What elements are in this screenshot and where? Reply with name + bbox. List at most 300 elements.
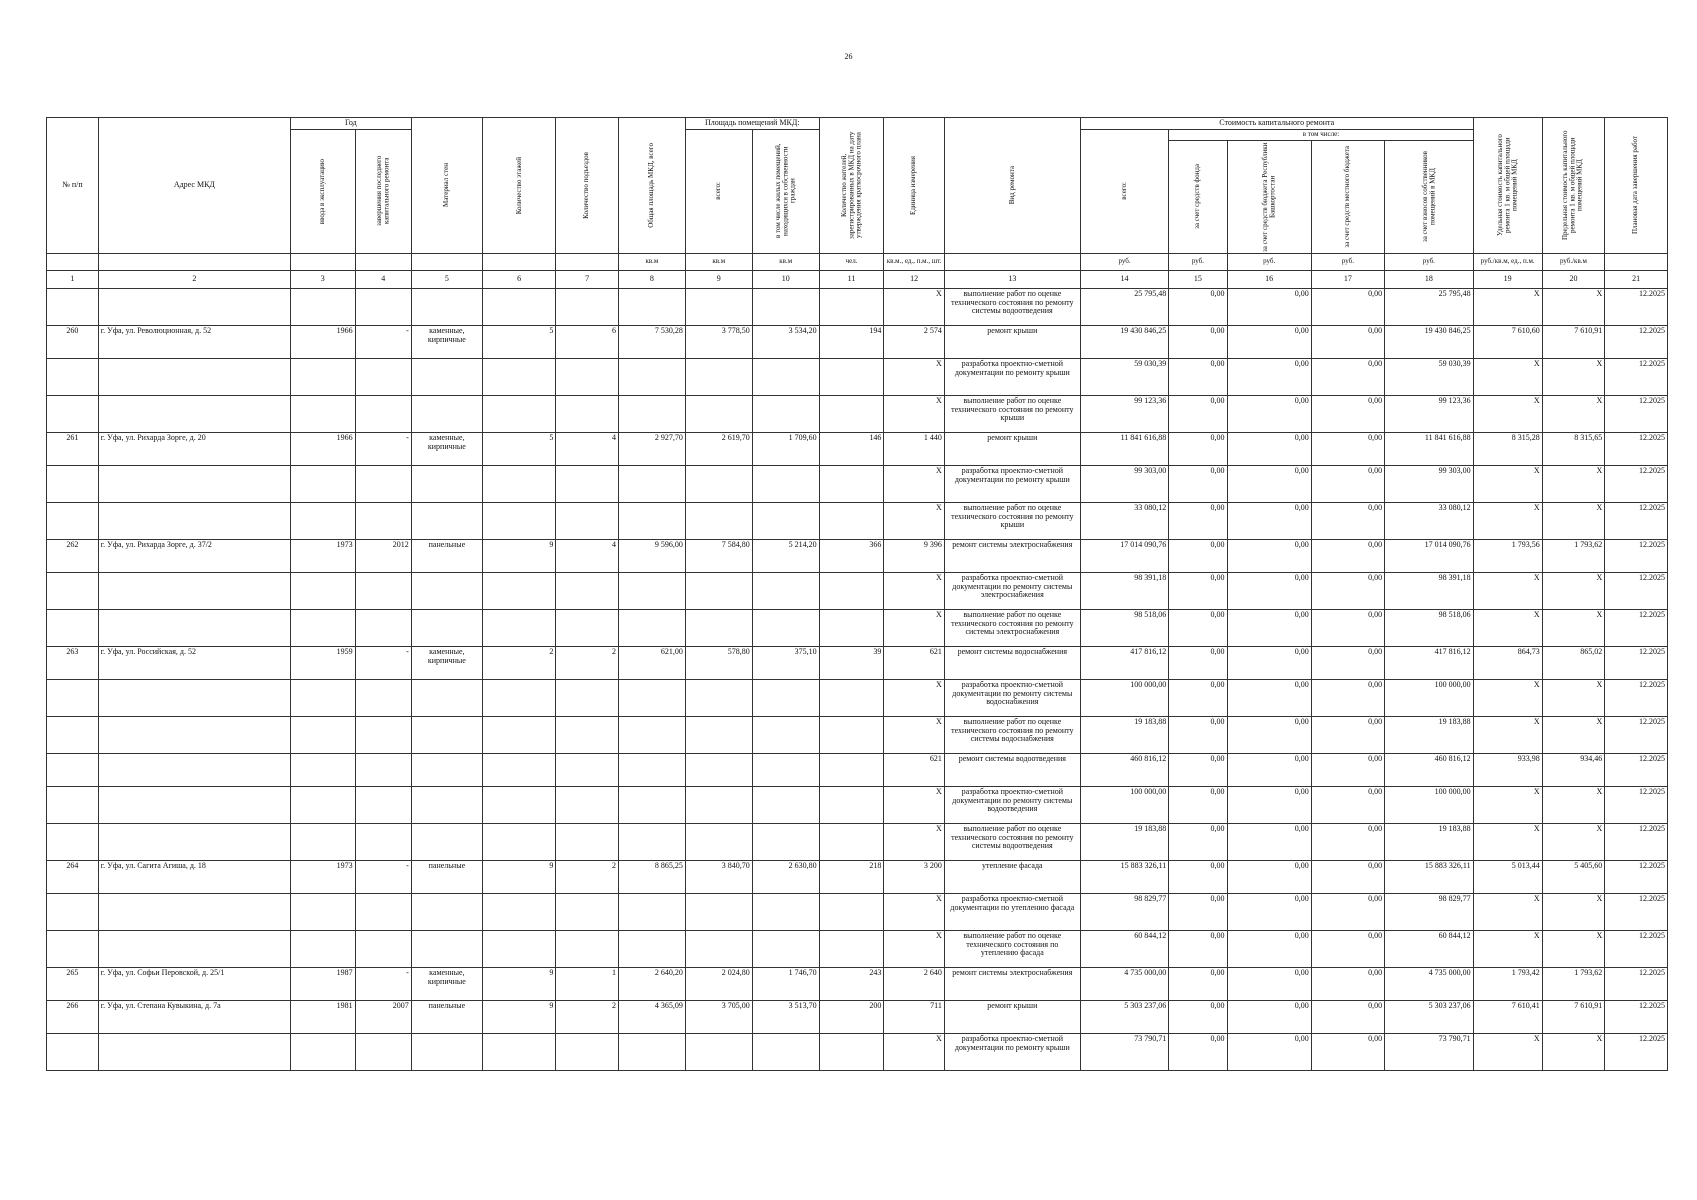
table-cell-c19: 8 315,28 bbox=[1473, 432, 1542, 465]
table-cell-c7 bbox=[556, 395, 619, 432]
table-cell-c21: 12.2025 bbox=[1605, 502, 1668, 539]
table-cell-c12: 1 440 bbox=[884, 432, 944, 465]
table-cell-c15: 0,00 bbox=[1169, 1033, 1227, 1070]
table-cell-c20: X bbox=[1542, 572, 1605, 609]
table-cell-c4 bbox=[355, 358, 411, 395]
table-cell-c8 bbox=[618, 358, 685, 395]
table-cell-c18: 417 816,12 bbox=[1385, 646, 1474, 679]
table-row bbox=[47, 1000, 1668, 1033]
table-cell-c21: 12.2025 bbox=[1605, 432, 1668, 465]
table-cell-c13: разработка проектно-сметной документации по утеплению фасада bbox=[944, 893, 1080, 930]
table-cell-c4 bbox=[355, 465, 411, 502]
table-cell-c17: 0,00 bbox=[1311, 358, 1384, 395]
table-cell-c10 bbox=[752, 465, 819, 502]
table-cell-c19: 933,98 bbox=[1473, 753, 1542, 786]
table-cell-c15: 0,00 bbox=[1169, 860, 1227, 893]
column-number: 19 bbox=[1473, 270, 1542, 288]
table-cell-c15: 0,00 bbox=[1169, 646, 1227, 679]
table-row bbox=[47, 646, 1668, 679]
table-cell-c5 bbox=[411, 823, 482, 860]
unit-11: чел. bbox=[819, 253, 884, 270]
unit-19: руб./кв.м, ед., п.м. bbox=[1473, 253, 1542, 270]
header-cost-group: Стоимость капитального ремонта bbox=[1080, 118, 1473, 130]
table-cell-c4 bbox=[355, 753, 411, 786]
table-cell-c5 bbox=[411, 1033, 482, 1070]
table-cell-c2: г. Уфа, ул. Сагита Агиша, д. 18 bbox=[98, 860, 290, 893]
table-cell-c16: 0,00 bbox=[1227, 465, 1311, 502]
table-cell-c17: 0,00 bbox=[1311, 893, 1384, 930]
header-col2: Адрес МКД bbox=[98, 118, 290, 254]
table-cell-c12: X bbox=[884, 358, 944, 395]
table-cell-c10 bbox=[752, 288, 819, 325]
table-cell-c12: X bbox=[884, 465, 944, 502]
table-cell-c11: 366 bbox=[819, 539, 884, 572]
table-cell-c11: 200 bbox=[819, 1000, 884, 1033]
table-cell-c2 bbox=[98, 465, 290, 502]
table-cell-c21: 12.2025 bbox=[1605, 325, 1668, 358]
table-cell-c12: X bbox=[884, 609, 944, 646]
table-cell-c13: выполнение работ по оценке технического состояния по утеплению фасада bbox=[944, 930, 1080, 967]
table-cell-c1 bbox=[47, 358, 99, 395]
table-cell-c18: 19 183,88 bbox=[1385, 716, 1474, 753]
table-cell-c2 bbox=[98, 572, 290, 609]
table-cell-c12: X bbox=[884, 395, 944, 432]
table-cell-c14: 25 795,48 bbox=[1080, 288, 1168, 325]
table-cell-c15: 0,00 bbox=[1169, 502, 1227, 539]
table-cell-c7 bbox=[556, 288, 619, 325]
table-cell-c15: 0,00 bbox=[1169, 288, 1227, 325]
table-cell-c6 bbox=[482, 395, 555, 432]
table-cell-c14: 19 183,88 bbox=[1080, 716, 1168, 753]
table-cell-c14: 4 735 000,00 bbox=[1080, 967, 1168, 1000]
table-cell-c14: 5 303 237,06 bbox=[1080, 1000, 1168, 1033]
table-cell-c15: 0,00 bbox=[1169, 679, 1227, 716]
table-cell-c5: каменные, кирпичные bbox=[411, 646, 482, 679]
table-cell-c3 bbox=[290, 465, 355, 502]
table-cell-c6 bbox=[482, 465, 555, 502]
table-cell-c20: 934,46 bbox=[1542, 753, 1605, 786]
table-cell-c16: 0,00 bbox=[1227, 1000, 1311, 1033]
table-cell-c19: X bbox=[1473, 465, 1542, 502]
table-cell-c19: 7 610,60 bbox=[1473, 325, 1542, 358]
unit-20: руб./кв.м bbox=[1542, 253, 1605, 270]
table-cell-c20: X bbox=[1542, 716, 1605, 753]
table-cell-c8 bbox=[618, 786, 685, 823]
table-cell-c3 bbox=[290, 930, 355, 967]
table-cell-c6: 9 bbox=[482, 539, 555, 572]
unit-16: руб. bbox=[1227, 253, 1311, 270]
table-cell-c9 bbox=[685, 930, 752, 967]
table-cell-c2 bbox=[98, 1033, 290, 1070]
table-cell-c4 bbox=[355, 288, 411, 325]
table-cell-c20: 1 793,62 bbox=[1542, 539, 1605, 572]
table-cell-c13: ремонт системы водоснабжения bbox=[944, 646, 1080, 679]
table-row bbox=[47, 1033, 1668, 1070]
column-number: 21 bbox=[1605, 270, 1668, 288]
table-header bbox=[47, 118, 1668, 289]
table-cell-c13: разработка проектно-сметной документации по ремонту системы водоотведения bbox=[944, 786, 1080, 823]
table-cell-c18: 99 123,36 bbox=[1385, 395, 1474, 432]
table-cell-c2 bbox=[98, 502, 290, 539]
table-cell-c12: X bbox=[884, 893, 944, 930]
table-cell-c16: 0,00 bbox=[1227, 679, 1311, 716]
table-cell-c4 bbox=[355, 679, 411, 716]
table-cell-c7: 2 bbox=[556, 1000, 619, 1033]
table-cell-c4 bbox=[355, 395, 411, 432]
table-cell-c5: каменные, кирпичные bbox=[411, 432, 482, 465]
table-cell-c15: 0,00 bbox=[1169, 753, 1227, 786]
table-cell-c10 bbox=[752, 823, 819, 860]
table-cell-c21: 12.2025 bbox=[1605, 395, 1668, 432]
table-cell-c20: X bbox=[1542, 358, 1605, 395]
table-cell-c10 bbox=[752, 358, 819, 395]
table-cell-c1 bbox=[47, 716, 99, 753]
table-cell-c3: 1981 bbox=[290, 1000, 355, 1033]
column-number: 11 bbox=[819, 270, 884, 288]
table-cell-c13: выполнение работ по оценке технического состояния по ремонту системы электроснабжения bbox=[944, 609, 1080, 646]
repair-plan-table bbox=[46, 117, 1668, 1071]
table-cell-c4 bbox=[355, 786, 411, 823]
table-cell-c17: 0,00 bbox=[1311, 502, 1384, 539]
table-cell-c4 bbox=[355, 609, 411, 646]
table-cell-c17: 0,00 bbox=[1311, 716, 1384, 753]
header-col4: завершения последнего капитального ремонта bbox=[355, 129, 411, 253]
table-cell-c20: X bbox=[1542, 502, 1605, 539]
table-cell-c1: 261 bbox=[47, 432, 99, 465]
table-cell-c21: 12.2025 bbox=[1605, 893, 1668, 930]
column-number: 20 bbox=[1542, 270, 1605, 288]
table-cell-c4: - bbox=[355, 646, 411, 679]
table-cell-c2 bbox=[98, 395, 290, 432]
column-number: 13 bbox=[944, 270, 1080, 288]
table-cell-c6: 2 bbox=[482, 646, 555, 679]
table-cell-c6 bbox=[482, 679, 555, 716]
table-cell-c21: 12.2025 bbox=[1605, 572, 1668, 609]
table-cell-c5 bbox=[411, 288, 482, 325]
table-cell-c8 bbox=[618, 288, 685, 325]
table-cell-c12: X bbox=[884, 288, 944, 325]
table-cell-c7 bbox=[556, 572, 619, 609]
table-cell-c9: 7 584,80 bbox=[685, 539, 752, 572]
table-cell-c14: 460 816,12 bbox=[1080, 753, 1168, 786]
table-cell-c20: 8 315,65 bbox=[1542, 432, 1605, 465]
table-cell-c3 bbox=[290, 288, 355, 325]
table-cell-c12: X bbox=[884, 572, 944, 609]
table-cell-c5: панельные bbox=[411, 1000, 482, 1033]
table-cell-c1: 260 bbox=[47, 325, 99, 358]
table-row bbox=[47, 753, 1668, 786]
table-cell-c9: 578,80 bbox=[685, 646, 752, 679]
table-cell-c3 bbox=[290, 609, 355, 646]
column-number: 12 bbox=[884, 270, 944, 288]
table-cell-c11 bbox=[819, 609, 884, 646]
table-cell-c21: 12.2025 bbox=[1605, 716, 1668, 753]
table-cell-c14: 17 014 090,76 bbox=[1080, 539, 1168, 572]
table-cell-c1: 264 bbox=[47, 860, 99, 893]
table-cell-c15: 0,00 bbox=[1169, 1000, 1227, 1033]
table-cell-c8 bbox=[618, 679, 685, 716]
table-cell-c16: 0,00 bbox=[1227, 823, 1311, 860]
table-cell-c11 bbox=[819, 1033, 884, 1070]
table-cell-c10 bbox=[752, 930, 819, 967]
table-cell-c2: г. Уфа, ул. Российская, д. 52 bbox=[98, 646, 290, 679]
table-row bbox=[47, 358, 1668, 395]
table-cell-c16: 0,00 bbox=[1227, 358, 1311, 395]
table-cell-c7: 2 bbox=[556, 646, 619, 679]
table-cell-c13: разработка проектно-сметной документации по ремонту крыши bbox=[944, 465, 1080, 502]
table-cell-c18: 98 391,18 bbox=[1385, 572, 1474, 609]
header-col16: за счет средств бюджета Республики Башкортостан bbox=[1227, 140, 1311, 253]
header-col20: Предельная стоимость капитального ремонта 1 кв. м общей площади помещений МКД bbox=[1542, 118, 1605, 254]
table-row bbox=[47, 716, 1668, 753]
table-cell-c9: 2 024,80 bbox=[685, 967, 752, 1000]
table-cell-c21: 12.2025 bbox=[1605, 823, 1668, 860]
column-number: 6 bbox=[482, 270, 555, 288]
table-cell-c18: 19 183,88 bbox=[1385, 823, 1474, 860]
table-cell-c2 bbox=[98, 288, 290, 325]
table-cell-c19: X bbox=[1473, 609, 1542, 646]
table-cell-c2: г. Уфа, ул. Рихарда Зорге, д. 20 bbox=[98, 432, 290, 465]
header-col6: Количество этажей bbox=[482, 118, 555, 254]
table-cell-c5 bbox=[411, 609, 482, 646]
table-cell-c11 bbox=[819, 893, 884, 930]
table-cell-c12: 3 200 bbox=[884, 860, 944, 893]
table-cell-c19: X bbox=[1473, 358, 1542, 395]
table-cell-c18: 98 518,06 bbox=[1385, 609, 1474, 646]
table-cell-c20: 5 405,60 bbox=[1542, 860, 1605, 893]
table-row bbox=[47, 502, 1668, 539]
page-number: 26 bbox=[844, 52, 853, 61]
table-cell-c11 bbox=[819, 716, 884, 753]
table-cell-c10: 1 746,70 bbox=[752, 967, 819, 1000]
table-cell-c1: 265 bbox=[47, 967, 99, 1000]
table-cell-c14: 59 030,39 bbox=[1080, 358, 1168, 395]
table-cell-c9: 3 840,70 bbox=[685, 860, 752, 893]
table-cell-c11: 194 bbox=[819, 325, 884, 358]
table-cell-c15: 0,00 bbox=[1169, 358, 1227, 395]
header-year-group: Год bbox=[290, 118, 411, 130]
table-cell-c8: 2 640,20 bbox=[618, 967, 685, 1000]
table-cell-c12: 621 bbox=[884, 753, 944, 786]
table-cell-c9 bbox=[685, 502, 752, 539]
table-cell-c5 bbox=[411, 679, 482, 716]
table-cell-c4 bbox=[355, 930, 411, 967]
table-cell-c19: X bbox=[1473, 786, 1542, 823]
header-area-group: Площадь помещений МКД: bbox=[685, 118, 819, 130]
table-cell-c6 bbox=[482, 786, 555, 823]
table-row bbox=[47, 967, 1668, 1000]
table-cell-c9 bbox=[685, 679, 752, 716]
table-cell-c13: выполнение работ по оценке технического состояния по ремонту системы водоотведения bbox=[944, 288, 1080, 325]
table-row bbox=[47, 288, 1668, 325]
table-cell-c3: 1987 bbox=[290, 967, 355, 1000]
table-cell-c1 bbox=[47, 893, 99, 930]
table-cell-c3 bbox=[290, 395, 355, 432]
table-cell-c19: 1 793,42 bbox=[1473, 967, 1542, 1000]
unit-8: кв.м bbox=[618, 253, 685, 270]
table-cell-c10: 1 709,60 bbox=[752, 432, 819, 465]
table-cell-c6 bbox=[482, 893, 555, 930]
table-row bbox=[47, 679, 1668, 716]
header-col9: всего: bbox=[685, 129, 752, 253]
table-cell-c5 bbox=[411, 465, 482, 502]
column-number: 15 bbox=[1169, 270, 1227, 288]
table-cell-c14: 15 883 326,11 bbox=[1080, 860, 1168, 893]
table-cell-c5 bbox=[411, 572, 482, 609]
header-col10: в том числе жилых помещений, находящихся в собственности граждан bbox=[752, 129, 819, 253]
table-row bbox=[47, 609, 1668, 646]
column-number: 9 bbox=[685, 270, 752, 288]
table-cell-c8: 4 365,09 bbox=[618, 1000, 685, 1033]
table-cell-c10: 5 214,20 bbox=[752, 539, 819, 572]
table-cell-c7 bbox=[556, 465, 619, 502]
table-cell-c2: г. Уфа, ул. Рихарда Зорге, д. 37/2 bbox=[98, 539, 290, 572]
table-cell-c2: г. Уфа, ул. Степана Кувыкина, д. 7а bbox=[98, 1000, 290, 1033]
table-cell-c9 bbox=[685, 288, 752, 325]
table-cell-c13: выполнение работ по оценке технического состояния по ремонту системы водоснабжения bbox=[944, 716, 1080, 753]
table-cell-c5 bbox=[411, 358, 482, 395]
table-cell-c8: 621,00 bbox=[618, 646, 685, 679]
column-number: 3 bbox=[290, 270, 355, 288]
table-cell-c15: 0,00 bbox=[1169, 716, 1227, 753]
table-cell-c16: 0,00 bbox=[1227, 860, 1311, 893]
table-cell-c18: 98 829,77 bbox=[1385, 893, 1474, 930]
table-cell-c18: 73 790,71 bbox=[1385, 1033, 1474, 1070]
table-cell-c20: X bbox=[1542, 395, 1605, 432]
table-cell-c2 bbox=[98, 358, 290, 395]
table-cell-c6: 5 bbox=[482, 432, 555, 465]
table-cell-c18: 17 014 090,76 bbox=[1385, 539, 1474, 572]
table-cell-c12: 9 396 bbox=[884, 539, 944, 572]
table-row bbox=[47, 572, 1668, 609]
table-cell-c19: X bbox=[1473, 502, 1542, 539]
table-cell-c21: 12.2025 bbox=[1605, 288, 1668, 325]
table-cell-c20: X bbox=[1542, 893, 1605, 930]
table-cell-c8 bbox=[618, 753, 685, 786]
table-cell-c11 bbox=[819, 572, 884, 609]
table-cell-c13: ремонт крыши bbox=[944, 1000, 1080, 1033]
table-cell-c17: 0,00 bbox=[1311, 395, 1384, 432]
table-cell-c6: 9 bbox=[482, 860, 555, 893]
table-cell-c2 bbox=[98, 609, 290, 646]
column-number: 18 bbox=[1385, 270, 1474, 288]
table-cell-c11 bbox=[819, 395, 884, 432]
table-cell-c2 bbox=[98, 753, 290, 786]
table-row bbox=[47, 893, 1668, 930]
table-cell-c9 bbox=[685, 716, 752, 753]
table-cell-c14: 99 303,00 bbox=[1080, 465, 1168, 502]
table-cell-c1 bbox=[47, 930, 99, 967]
table-cell-c8: 8 865,25 bbox=[618, 860, 685, 893]
table-cell-c7: 4 bbox=[556, 432, 619, 465]
table-cell-c19: X bbox=[1473, 823, 1542, 860]
table-cell-c15: 0,00 bbox=[1169, 930, 1227, 967]
table-cell-c10 bbox=[752, 1033, 819, 1070]
table-cell-c17: 0,00 bbox=[1311, 786, 1384, 823]
header-col18: за счет взносов собственников помещений в МКД bbox=[1385, 140, 1474, 253]
table-cell-c15: 0,00 bbox=[1169, 395, 1227, 432]
table-cell-c11: 243 bbox=[819, 967, 884, 1000]
table-cell-c11: 146 bbox=[819, 432, 884, 465]
table-cell-c9 bbox=[685, 823, 752, 860]
table-cell-c2 bbox=[98, 786, 290, 823]
table-cell-c7 bbox=[556, 893, 619, 930]
table-cell-c11 bbox=[819, 823, 884, 860]
column-number: 17 bbox=[1311, 270, 1384, 288]
table-cell-c6 bbox=[482, 288, 555, 325]
table-cell-c14: 11 841 616,88 bbox=[1080, 432, 1168, 465]
header-col13: Вид ремонта bbox=[944, 118, 1080, 254]
header-col1: № п/п bbox=[47, 118, 99, 254]
table-cell-c5 bbox=[411, 753, 482, 786]
table-cell-c17: 0,00 bbox=[1311, 325, 1384, 358]
table-cell-c8 bbox=[618, 395, 685, 432]
table-cell-c17: 0,00 bbox=[1311, 823, 1384, 860]
table-cell-c15: 0,00 bbox=[1169, 893, 1227, 930]
table-cell-c3 bbox=[290, 502, 355, 539]
table-cell-c15: 0,00 bbox=[1169, 786, 1227, 823]
table-cell-c13: ремонт системы водоотведения bbox=[944, 753, 1080, 786]
table-cell-c4 bbox=[355, 893, 411, 930]
table-cell-c11: 39 bbox=[819, 646, 884, 679]
table-cell-c16: 0,00 bbox=[1227, 1033, 1311, 1070]
column-number: 5 bbox=[411, 270, 482, 288]
table-cell-c6 bbox=[482, 572, 555, 609]
table-cell-c1 bbox=[47, 753, 99, 786]
table-cell-c7 bbox=[556, 679, 619, 716]
table-cell-c13: выполнение работ по оценке технического состояния по ремонту системы водоотведения bbox=[944, 823, 1080, 860]
unit-14: руб. bbox=[1080, 253, 1168, 270]
table-cell-c19: X bbox=[1473, 716, 1542, 753]
table-cell-c16: 0,00 bbox=[1227, 646, 1311, 679]
table-cell-c6 bbox=[482, 502, 555, 539]
table-cell-c10 bbox=[752, 502, 819, 539]
table-cell-c4: - bbox=[355, 860, 411, 893]
table-cell-c8 bbox=[618, 930, 685, 967]
header-col12: Единица измерения bbox=[884, 118, 944, 254]
table-cell-c7 bbox=[556, 502, 619, 539]
table-cell-c6 bbox=[482, 930, 555, 967]
table-cell-c9 bbox=[685, 358, 752, 395]
table-cell-c16: 0,00 bbox=[1227, 609, 1311, 646]
column-numbers-row bbox=[47, 270, 1668, 288]
table-cell-c3 bbox=[290, 716, 355, 753]
table-cell-c4 bbox=[355, 572, 411, 609]
table-cell-c8 bbox=[618, 465, 685, 502]
table-cell-c6: 5 bbox=[482, 325, 555, 358]
header-col7: Количество подъездов bbox=[556, 118, 619, 254]
table-cell-c21: 12.2025 bbox=[1605, 646, 1668, 679]
table-cell-c3: 1973 bbox=[290, 860, 355, 893]
table-cell-c14: 98 829,77 bbox=[1080, 893, 1168, 930]
table-cell-c7: 1 bbox=[556, 967, 619, 1000]
table-cell-c9 bbox=[685, 395, 752, 432]
table-cell-c13: выполнение работ по оценке технического состояния по ремонту крыши bbox=[944, 395, 1080, 432]
table-cell-c1 bbox=[47, 288, 99, 325]
table-cell-c7 bbox=[556, 930, 619, 967]
table-cell-c4 bbox=[355, 823, 411, 860]
unit-15: руб. bbox=[1169, 253, 1227, 270]
table-cell-c18: 99 303,00 bbox=[1385, 465, 1474, 502]
table-cell-c21: 12.2025 bbox=[1605, 860, 1668, 893]
unit-18: руб. bbox=[1385, 253, 1474, 270]
table-cell-c18: 5 303 237,06 bbox=[1385, 1000, 1474, 1033]
table-cell-c14: 417 816,12 bbox=[1080, 646, 1168, 679]
header-col21: Плановая дата завершения работ bbox=[1605, 118, 1668, 254]
table-cell-c14: 60 844,12 bbox=[1080, 930, 1168, 967]
table-cell-c9 bbox=[685, 1033, 752, 1070]
table-cell-c7 bbox=[556, 609, 619, 646]
